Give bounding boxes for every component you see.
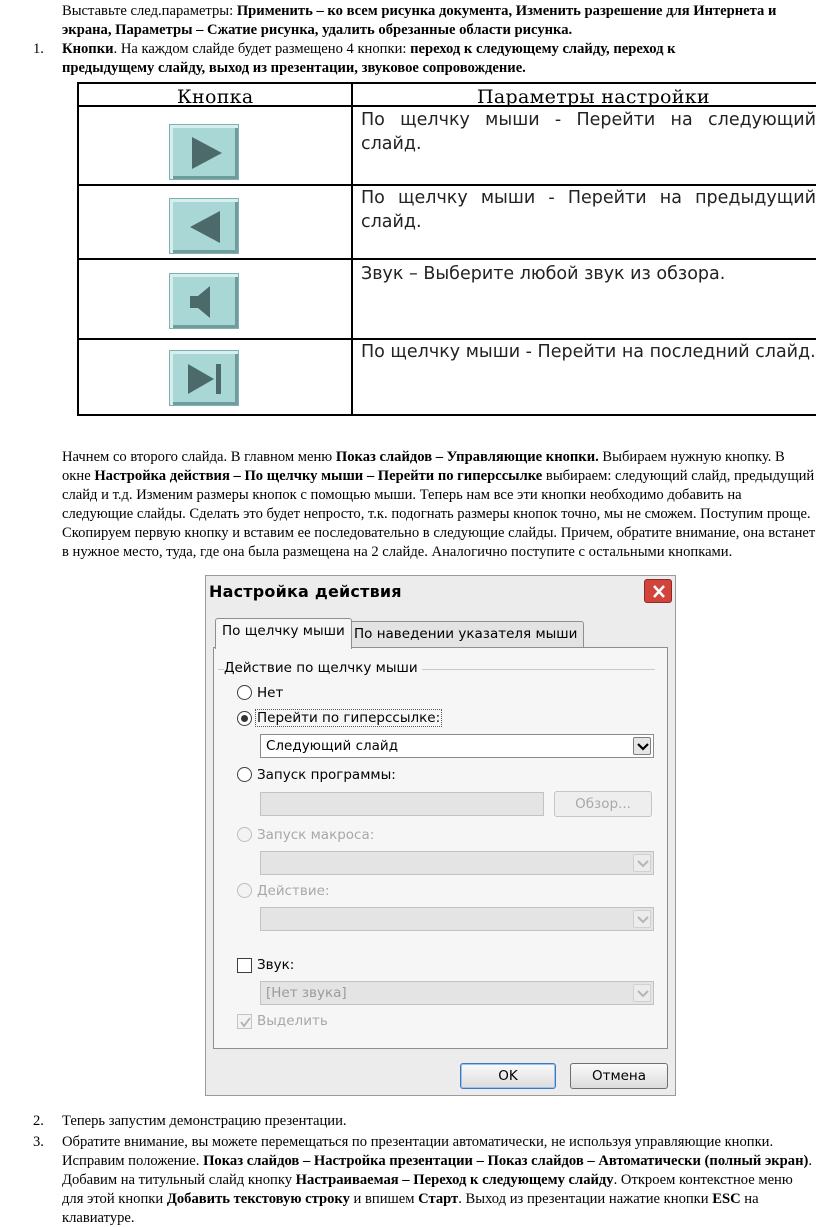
close-icon xyxy=(645,580,673,604)
table-header-button: Кнопка xyxy=(177,86,254,108)
sound-select-value: [Нет звука] xyxy=(266,985,347,1001)
radio-none[interactable] xyxy=(237,685,252,700)
item1-text: . На каждом слайде будет размещено 4 кнопки: xyxy=(113,41,411,57)
item1-list: переход к следующему слайду, переход к предыдущему слайду, выход из презентации, звуковое сопровождение. xyxy=(62,41,676,76)
para2-text-3: выбираем: следующий слайд, предыдущий слайд и т.д. Изменим размеры кнопок с помощью мыши. Теперь нам все эти кнопки необходимо добавить на следующие слайды. Сделать это будет непросто, т.к. подогнать размеры кнопок точно, мы не сможем. Поступим проще. Скопируем первую кнопку и вставим ее последовательно в следующие слайды. Причем, обратите внимание, она встанет в нужное место, туда, где она была размещена на 2 слайде. Аналогично поступите с остальными кнопками. xyxy=(62,468,816,560)
sound-checkbox-label: Звук: xyxy=(257,957,295,973)
item2-number: 2. xyxy=(33,1113,44,1129)
group-label: Действие по щелчку мыши xyxy=(224,660,422,676)
item3-bold-3: Добавить текстовую строку xyxy=(166,1191,350,1207)
para2-bold-2: Настройка действия – По щелчку мыши – Перейти по гиперссылке xyxy=(94,468,543,484)
item3-text-4: и впишем xyxy=(349,1191,419,1207)
sound-button xyxy=(169,273,239,329)
checkmark-icon xyxy=(238,1015,253,1030)
radio-macro[interactable] xyxy=(237,827,252,842)
last-slide-icon xyxy=(170,351,240,407)
table-header-settings: Параметры настройки xyxy=(477,86,710,108)
chevron-down-icon xyxy=(634,855,652,873)
action-dropdown-button[interactable] xyxy=(633,910,651,928)
highlight-checkbox-label: Выделить xyxy=(257,1013,328,1029)
chevron-down-icon xyxy=(634,985,652,1003)
paragraph-2 xyxy=(62,448,816,562)
dialog-title: Настройка действия xyxy=(209,582,402,601)
item3-bold-2: Настраиваемая – Переход к следующему слайду xyxy=(295,1172,614,1188)
table-row-1-text: По щелчку мыши - Перейти на следующий слайд. xyxy=(361,110,816,154)
next-slide-icon xyxy=(170,125,240,181)
item3-bold-4: Старт xyxy=(418,1191,459,1207)
highlight-checkbox[interactable] xyxy=(237,1014,252,1029)
item3-number: 3. xyxy=(33,1134,44,1150)
hyperlink-select[interactable] xyxy=(260,734,654,758)
radio-program-label: Запуск программы: xyxy=(257,767,396,783)
intro-prefix: Выставьте след.параметры: xyxy=(62,3,237,19)
program-input[interactable] xyxy=(260,792,544,816)
item3-text-5: . Выход из презентации нажатие кнопки xyxy=(458,1191,713,1207)
item3-text-3: . Откроем контекстное меню для этой кнопки xyxy=(62,1172,793,1207)
table-row-4-text: По щелчку мыши - Перейти на последний слайд. xyxy=(361,342,816,362)
sound-select[interactable] xyxy=(260,981,654,1005)
para2-text-1: Начнем со второго слайда. В главном меню xyxy=(62,449,336,465)
radio-hyperlink[interactable] xyxy=(237,711,252,726)
radio-action-label: Действие: xyxy=(257,883,330,899)
ok-button[interactable]: OK xyxy=(460,1063,556,1089)
radio-macro-label: Запуск макроса: xyxy=(257,827,375,843)
buttons-table xyxy=(77,82,816,416)
para2-text-2: Выбираем нужную кнопку. В окне xyxy=(62,449,785,484)
intro-paragraph xyxy=(62,2,802,40)
item1-number: 1. xyxy=(33,41,44,57)
cancel-button[interactable]: Отмена xyxy=(570,1063,668,1089)
previous-slide-icon xyxy=(170,199,240,255)
browse-button[interactable]: Обзор... xyxy=(554,791,652,817)
hyperlink-dropdown-button[interactable] xyxy=(633,737,651,755)
sound-icon xyxy=(170,274,240,330)
radio-none-label: Нет xyxy=(257,685,284,701)
item3-text-2: . Добавим на титульный слайд кнопку xyxy=(62,1153,813,1188)
hyperlink-select-value: Следующий слайд xyxy=(266,738,399,754)
chevron-down-icon xyxy=(634,911,652,929)
item1-label: Кнопки xyxy=(62,41,114,57)
item3-text-1: Обратите внимание, вы можете перемещаться по презентации автоматически, не используя управляющие кнопки. Исправим положение. xyxy=(62,1134,774,1169)
tab-on-hover[interactable]: По наведении указателя мыши xyxy=(347,621,584,647)
tab-on-click[interactable]: По щелчку мыши xyxy=(215,618,352,649)
next-slide-button xyxy=(169,124,239,180)
radio-action[interactable] xyxy=(237,883,252,898)
para2-bold-1: Показ слайдов – Управляющие кнопки. xyxy=(335,449,599,465)
intro-bold: Применить – ко всем рисунка документа, Изменить разрешение для Интернета и экрана, Параметры – Сжатие рисунка, удалить обрезанные области рисунка. xyxy=(62,3,777,38)
item3-bold-5: ESC xyxy=(712,1191,741,1207)
item3-paragraph xyxy=(62,1133,814,1227)
sound-dropdown-button[interactable] xyxy=(633,984,651,1002)
previous-slide-button xyxy=(169,198,239,254)
table-row-3-text: Звук – Выберите любой звук из обзора. xyxy=(361,264,726,284)
item3-bold-1: Показ слайдов – Настройка презентации – Показ слайдов – Автоматически (полный экран) xyxy=(203,1153,809,1169)
item2-paragraph: Теперь запустим демонстрацию презентации. xyxy=(62,1113,347,1129)
action-settings-dialog xyxy=(205,575,676,1096)
sound-checkbox[interactable] xyxy=(237,958,252,973)
item1-paragraph xyxy=(62,40,762,78)
macro-dropdown-button[interactable] xyxy=(633,854,651,872)
radio-hyperlink-label: Перейти по гиперссылке: xyxy=(257,710,441,726)
chevron-down-icon xyxy=(634,738,652,756)
radio-program[interactable] xyxy=(237,767,252,782)
close-button[interactable] xyxy=(644,579,672,603)
item3-text-6: на клавиатуре. xyxy=(62,1191,759,1226)
action-select[interactable] xyxy=(260,907,654,931)
last-slide-button xyxy=(169,350,239,406)
table-row-2-text: По щелчку мыши - Перейти на предыдущий слайд. xyxy=(361,188,816,232)
macro-select[interactable] xyxy=(260,851,654,875)
